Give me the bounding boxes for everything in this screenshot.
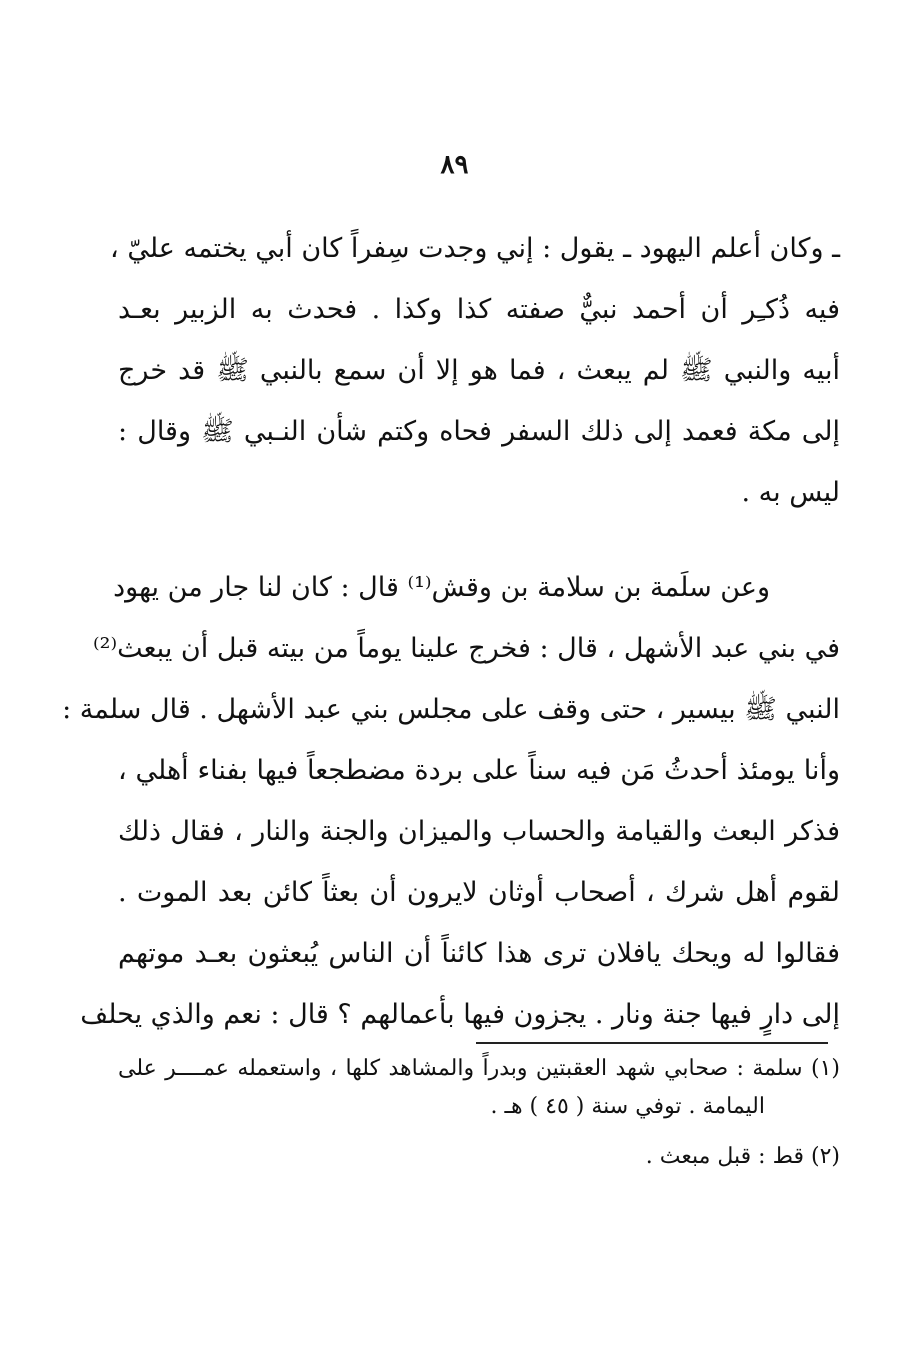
footnotes <box>118 1050 840 1176</box>
main-text <box>62 218 840 1045</box>
text-line: إلى دارٍ فيها جنة ونار . يجزون فيها بأعمالهم ؟ قال : نعم والذي يحلف <box>80 999 840 1030</box>
footnote-text: سلمة : صحابي شهد العقبتين وبدراً والمشاهد كلها ، واستعمله عمــــر على <box>118 1056 803 1081</box>
footnote-line: اليمامة . توفي سنة ( ٤٥ ) هـ . <box>490 1094 765 1119</box>
footnote-line <box>118 1138 840 1176</box>
footnote-gap <box>118 1126 840 1138</box>
paragraph-gap <box>118 523 840 557</box>
footnote-1 <box>118 1050 840 1126</box>
text-line: فذكر البعث والقيامة والحساب والميزان والجنة والنار ، فقال ذلك <box>118 816 840 847</box>
page-number: ٨٩ <box>440 150 469 180</box>
footnote-marker: (١) <box>810 1056 840 1081</box>
footnote-line <box>118 1050 840 1088</box>
text-line: فقالوا له ويحك يافلان ترى هذا كائناً أن الناس يُبعثون بعـد موتهم <box>118 938 840 969</box>
text-line: إلى مكة فعمد إلى ذلك السفر فحاه وكتم شأن النـبي ﷺ وقال : <box>118 416 840 447</box>
footnote-text: قط : قبل مبعث . <box>645 1144 804 1169</box>
paragraph-1 <box>110 218 840 523</box>
text-line: ـ وكان أعلم اليهود ـ يقول : إني وجدت سِفراً كان أبي يختمه عليّ ، <box>110 233 840 264</box>
text-line: ليس به . <box>741 477 840 508</box>
footnote-marker: (٢) <box>810 1144 840 1169</box>
text-line: النبي ﷺ بيسير ، حتى وقف على مجلس بني عبد الأشهل . قال سلمة : <box>62 694 840 725</box>
footnote-2 <box>118 1138 840 1176</box>
text-line: وأنا يومئذ أحدثُ مَن فيه سناً على بردة مضطجعاً فيها بفناء أهلي ، <box>118 755 840 786</box>
text-line: وعن سلَمة بن سلامة بن وقش⁽¹⁾ قال : كان لنا جار من يهود <box>113 572 770 603</box>
paragraph-2 <box>62 557 840 1045</box>
text-line: أبيه والنبي ﷺ لم يبعث ، فما هو إلا أن سمع بالنبي ﷺ قد خرج <box>118 355 840 386</box>
text-line: فيه ذُكـِر أن أحمد نبيٌّ صفته كذا وكذا . فحدث به الزبير بعـد <box>118 294 840 325</box>
text-line: في بني عبد الأشهل ، قال : فخرج علينا يوماً من بيته قبل أن يبعث⁽²⁾ <box>93 633 840 664</box>
text-line: لقوم أهل شرك ، أصحاب أوثان لايرون أن بعثاً كائن بعد الموت . <box>118 877 840 908</box>
footnote-divider <box>476 1042 828 1044</box>
